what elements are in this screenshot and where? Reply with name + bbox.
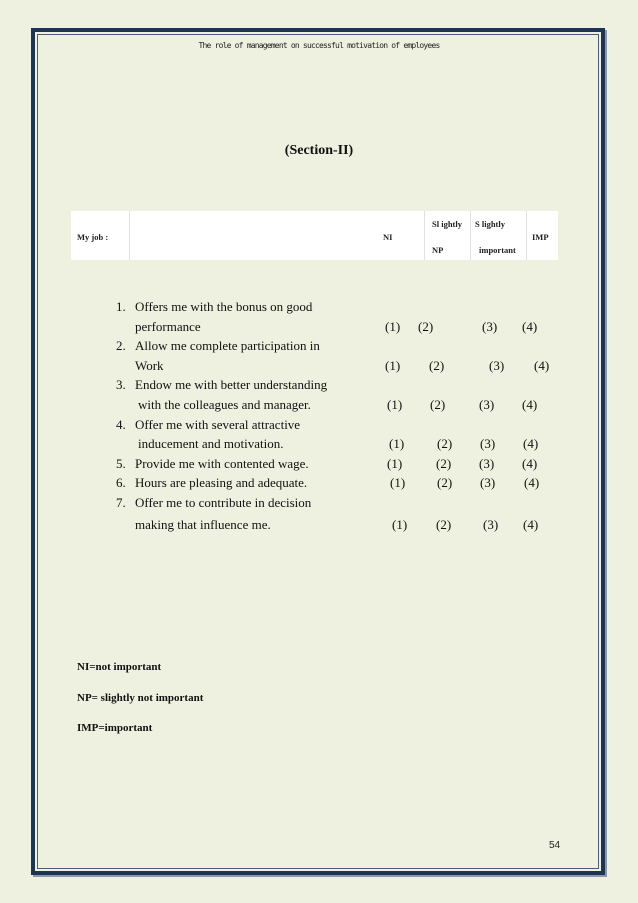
item-text: Provide me with contented wage. (135, 455, 309, 471)
option-3[interactable]: (3) (479, 455, 495, 471)
item-number: 1. (116, 299, 126, 314)
running-header: The role of management on successful motivation of employees (198, 41, 440, 50)
item-text: with the colleagues and manager. (138, 396, 311, 412)
option-3[interactable]: (3) (480, 475, 496, 491)
list-item (95, 336, 595, 356)
list-item-options (95, 395, 595, 415)
my-job-label: My job : (77, 232, 109, 242)
item-number: 6. (116, 475, 126, 491)
item-number: 3. (116, 377, 126, 393)
option-1[interactable]: (1) (385, 357, 401, 373)
option-1[interactable]: (1) (387, 455, 403, 471)
option-3[interactable]: (3) (482, 318, 498, 334)
list-item (95, 375, 595, 395)
option-1[interactable]: (1) (389, 436, 405, 452)
option-2[interactable]: (2) (429, 357, 445, 373)
list-item (95, 297, 595, 317)
section-title: (Section-II) (284, 143, 354, 158)
option-1[interactable]: (1) (392, 516, 408, 532)
option-4[interactable]: (4) (522, 455, 538, 471)
option-1[interactable]: (1) (387, 396, 403, 412)
list-item-options (95, 356, 595, 376)
option-4[interactable]: (4) (523, 436, 539, 452)
option-3[interactable]: (3) (483, 516, 499, 532)
option-2[interactable]: (2) (436, 455, 452, 471)
item-number: 5. (116, 455, 126, 471)
page-number: 54 (549, 840, 561, 851)
imp-label: IMP (532, 232, 549, 242)
ni-label: NI (383, 232, 393, 242)
item-number: 4. (116, 416, 126, 432)
column-separator (424, 211, 425, 260)
option-2[interactable]: (2) (437, 436, 453, 452)
list-item-options (95, 434, 595, 454)
item-text: Hours are pleasing and adequate. (135, 475, 308, 491)
legend-imp: IMP=important (77, 722, 153, 734)
column-separator (470, 211, 471, 260)
option-3[interactable]: (3) (479, 396, 495, 412)
legend-ni: NI=not important (77, 661, 162, 673)
option-2[interactable]: (2) (418, 318, 434, 334)
option-1[interactable]: (1) (385, 318, 401, 334)
option-4[interactable]: (4) (522, 396, 538, 412)
list-item (95, 473, 595, 493)
item-text: making that influence me. (135, 516, 271, 532)
slightly-important-label-top: S lightly (475, 219, 505, 229)
item-text: performance (135, 318, 201, 334)
option-2[interactable]: (2) (436, 516, 452, 532)
option-3[interactable]: (3) (480, 436, 496, 452)
option-4[interactable]: (4) (522, 318, 538, 334)
item-text: Offer me with several attractive (135, 416, 301, 432)
option-3[interactable]: (3) (489, 357, 505, 373)
list-item-options (95, 515, 595, 535)
list-item (95, 454, 595, 474)
item-text: Work (135, 357, 164, 373)
option-2[interactable]: (2) (430, 396, 446, 412)
item-text: Offers me with the bonus on good (135, 299, 313, 314)
item-text: Endow me with better understanding (135, 377, 328, 393)
column-separator (129, 211, 130, 260)
rating-scale-header (71, 211, 558, 260)
item-number: 2. (116, 338, 126, 354)
option-1[interactable]: (1) (390, 475, 406, 491)
item-number: 7. (116, 494, 126, 510)
option-2[interactable]: (2) (437, 475, 453, 491)
option-4[interactable]: (4) (523, 516, 539, 532)
item-text: Allow me complete participation in (135, 338, 320, 354)
questionnaire-items (95, 297, 595, 532)
option-4[interactable]: (4) (524, 475, 540, 491)
legend-np: NP= slightly not important (77, 692, 204, 704)
slightly-np-label-bottom: NP (432, 245, 444, 255)
list-item-options (95, 317, 595, 337)
list-item (95, 415, 595, 435)
item-text: Offer me to contribute in decision (135, 494, 312, 510)
slightly-important-label-bottom: important (479, 245, 516, 255)
option-4[interactable]: (4) (534, 357, 550, 373)
column-separator (526, 211, 527, 260)
slightly-np-label-top: Sl ightly (432, 219, 462, 229)
list-item (95, 493, 595, 513)
item-text: inducement and motivation. (138, 436, 284, 452)
